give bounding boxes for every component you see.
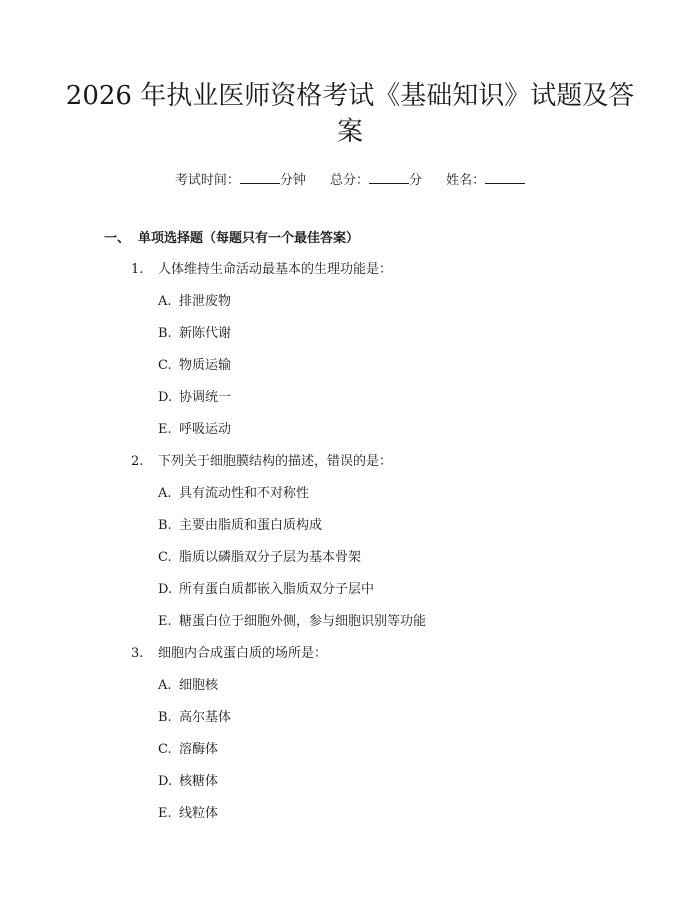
exam-time-field bbox=[175, 169, 306, 190]
option-letter: A. bbox=[158, 294, 172, 309]
option-letter: B. bbox=[158, 518, 172, 533]
exam-meta bbox=[0, 169, 700, 190]
question-2-option-e bbox=[158, 613, 426, 631]
option-letter: D. bbox=[158, 582, 173, 597]
option-text: 高尔基体 bbox=[179, 710, 232, 725]
option-letter: B. bbox=[158, 326, 172, 341]
option-text: 核糖体 bbox=[179, 774, 219, 789]
question-1-option-e bbox=[158, 421, 231, 439]
exam-time-unit: 分钟 bbox=[279, 173, 306, 188]
option-text: 协调统一 bbox=[179, 390, 232, 405]
page-title: 2026 年执业医师资格考试《基础知识》试题及答案 bbox=[65, 81, 635, 147]
question-1 bbox=[131, 261, 392, 279]
option-text: 细胞核 bbox=[179, 678, 219, 693]
question-2-option-a bbox=[158, 485, 309, 503]
option-letter: C. bbox=[158, 742, 172, 757]
question-1-option-d bbox=[158, 389, 231, 407]
total-score-label: 总分： bbox=[329, 173, 369, 188]
option-letter: E. bbox=[158, 422, 172, 437]
question-1-option-b bbox=[158, 325, 231, 343]
question-2-option-d bbox=[158, 581, 374, 599]
option-letter: E. bbox=[158, 806, 172, 821]
question-1-option-c bbox=[158, 357, 231, 375]
question-number: 1. bbox=[131, 262, 144, 277]
option-letter: A. bbox=[158, 486, 172, 501]
question-2-option-b bbox=[158, 517, 322, 535]
option-text: 新陈代谢 bbox=[179, 326, 232, 341]
option-text: 线粒体 bbox=[179, 806, 219, 821]
option-text: 具有流动性和不对称性 bbox=[179, 486, 310, 501]
question-2 bbox=[131, 453, 392, 471]
option-text: 物质运输 bbox=[179, 358, 232, 373]
question-3-option-e bbox=[158, 805, 218, 823]
option-text: 糖蛋白位于细胞外侧，参与细胞识别等功能 bbox=[179, 614, 427, 629]
question-1-option-a bbox=[158, 293, 231, 311]
question-2-option-c bbox=[158, 549, 361, 567]
option-letter: B. bbox=[158, 710, 172, 725]
section-title: 单项选择题（每题只有一个最佳答案） bbox=[138, 231, 360, 246]
option-letter: C. bbox=[158, 358, 172, 373]
exam-time-blank bbox=[240, 169, 280, 184]
option-letter: E. bbox=[158, 614, 172, 629]
option-letter: D. bbox=[158, 774, 173, 789]
section-number: 一、 bbox=[104, 231, 131, 246]
option-text: 排泄废物 bbox=[179, 294, 232, 309]
total-score-unit: 分 bbox=[409, 173, 423, 188]
question-text: 细胞内合成蛋白质的场所是： bbox=[158, 646, 328, 661]
question-3 bbox=[131, 645, 327, 663]
question-3-option-a bbox=[158, 677, 218, 695]
total-score-field bbox=[330, 169, 422, 190]
question-text: 下列关于细胞膜结构的描述，错误的是： bbox=[158, 454, 393, 469]
option-text: 溶酶体 bbox=[179, 742, 219, 757]
total-score-blank bbox=[369, 169, 409, 184]
section-heading bbox=[104, 230, 359, 248]
option-text: 所有蛋白质都嵌入脂质双分子层中 bbox=[179, 582, 375, 597]
question-text: 人体维持生命活动最基本的生理功能是： bbox=[158, 262, 393, 277]
name-field bbox=[446, 169, 525, 190]
exam-time-label: 考试时间： bbox=[174, 173, 240, 188]
question-3-option-b bbox=[158, 709, 231, 727]
question-number: 3. bbox=[131, 646, 144, 661]
option-letter: C. bbox=[158, 550, 172, 565]
option-text: 脂质以磷脂双分子层为基本骨架 bbox=[179, 550, 362, 565]
option-letter: D. bbox=[158, 390, 173, 405]
name-blank bbox=[485, 169, 525, 184]
question-number: 2. bbox=[131, 454, 144, 469]
question-3-option-d bbox=[158, 773, 218, 791]
question-3-option-c bbox=[158, 741, 218, 759]
option-text: 主要由脂质和蛋白质构成 bbox=[179, 518, 323, 533]
option-text: 呼吸运动 bbox=[179, 422, 232, 437]
option-letter: A. bbox=[158, 678, 172, 693]
name-label: 姓名： bbox=[446, 173, 486, 188]
